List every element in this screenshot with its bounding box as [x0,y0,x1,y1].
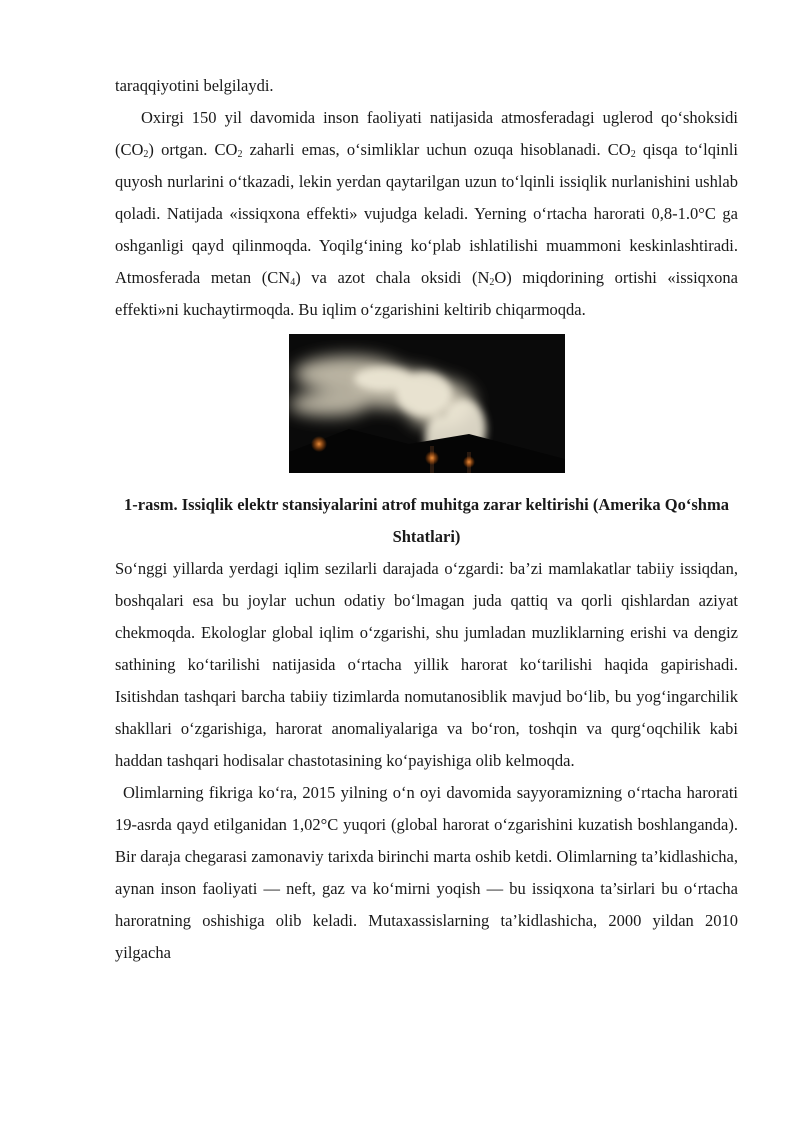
text-run: ) va azot chala oksidi (N [295,268,490,287]
subscript: 2 [237,149,243,160]
subscript: 2 [489,277,495,288]
subscript: 2 [630,149,636,160]
text-run: ) ortgan. CO [148,140,238,159]
paragraph-climate-change: So‘nggi yillarda yerdagi iqlim sezilarli darajada o‘zgardi: ba’zi mamlakatlar tabiiy issiqdan, boshqalari esa bu joylar uchun odatiy bo‘lmagan juda qattiq va qorli qishlardan aziyat chekmoqda. Ekologlar global iqlim o‘zgarishi, shu jumladan muzliklarning erishi va dengiz sathining ko‘tarilishi natijasida o‘rtacha yillik harorat ko‘tarilishi haqida gapirishadi. Isitishdan tashqari barcha tabiiy tizimlarda nomutanosiblik mavjud bo‘lib, bu yog‘ingarchilik shakllari o‘zgarishiga, harorat anomaliyalariga va bo‘ron, toshqin va qurg‘oqchilik kabi haddan tashqari hodisalar chastotasining ko‘payishiga olib kelmoqda. [115,559,738,770]
text-run: Oxirgi 150 yil davomida inson faoliyati natijasida atmosferadagi uglerod qo‘shoksidi (CO [115,108,738,159]
subscript: 2 [143,149,149,160]
smoke-illustration [289,334,565,473]
text-run: O) miqdorining ortishi «issiqxona effekti»ni kuchaytirmoqda. Bu iqlim o‘zgarishini keltirib chiqarmoqda. [115,268,738,319]
text-run: qisqa to‘lqinli quyosh nurlarini o‘tkazadi, lekin yerdan qaytarilgan uzun to‘lqinli issiqlik nurlanishini ushlab qoladi. Natijada «issiqxona effekti» vujudga keladi. Yerning o‘rtacha harorati 0,8-1.0°C ga oshganligi qayd qilinmoqda. Yoqilg‘ining ko‘plab ishlatilishi muammoni keskinlashtiradi. Atmosferada metan (CN [115,140,738,287]
paragraph-intro-end: taraqqiyotini belgilaydi. [115,76,274,95]
figure-caption: 1-rasm. Issiqlik elektr stansiyalarini atrof muhitga zarar keltirishi (Amerika Qo‘shma Shtatlari) [124,495,729,546]
document-page [115,70,738,969]
power-plant-smoke-photo [289,334,565,473]
paragraph-scientists: Olimlarning fikriga ko‘ra, 2015 yilning o‘n oyi davomida sayyoramizning o‘rtacha harorati 19-asrda qayd etilganidan 1,02°C yuqori (global harorat o‘zgarishini kuzatish boshlanganda). Bir daraja chegarasi zamonaviy tarixda birinchi marta oshib ketdi. Olimlarning ta’kidlashicha, aynan inson faoliyati — neft, gaz va ko‘mirni yoqish — bu issiqxona ta’sirlari bu o‘rtacha haroratning oshishiga olib keladi. Mutaxassislarning ta’kidlashicha, 2000 yildan 2010 yilgacha [115,783,738,962]
text-run: zaharli emas, o‘simliklar uchun ozuqa hisoblanadi. CO [242,140,631,159]
paragraph-greenhouse [115,102,738,326]
subscript: 4 [290,277,296,288]
